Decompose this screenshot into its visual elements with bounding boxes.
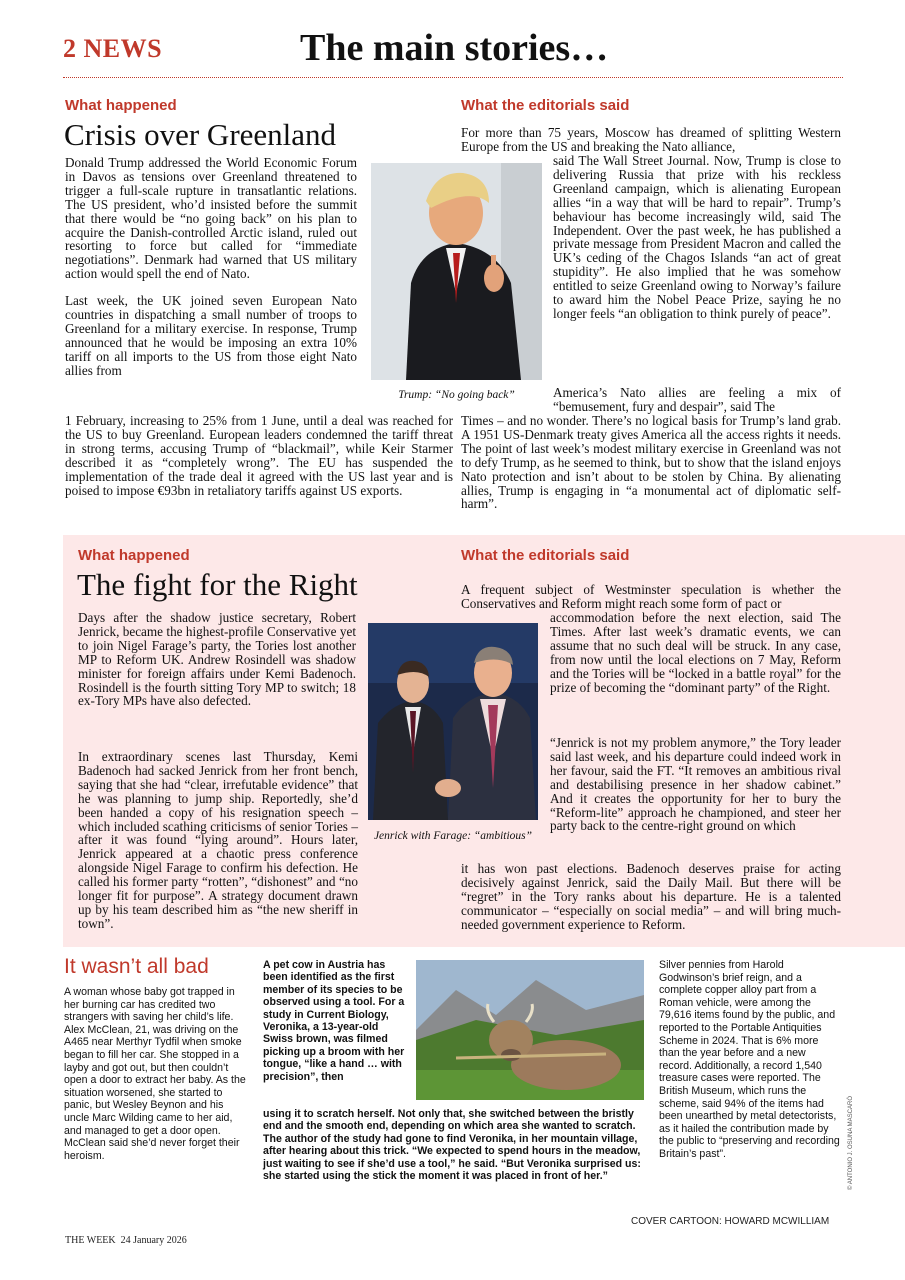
header-rule (63, 77, 843, 78)
good-news-column-1: A woman whose baby got trapped in her burning car has credited two strangers with saving her child’s life. Alex McClean, 21, was driving on the A465 near Merthyr Tydfil when smoke began to fill her car. She stopped in a layby and got out, but then couldn’t open a door to extract her baby. As the situation worsened, she started to panic, but Wesley Beynon and his uncle Marc Wilding came to her aid, and managed to get a door open. McClean said she’d never forget their heroism. (64, 986, 246, 1162)
photo-credit: © ANTONIO J. OSUNA MASCARÓ (848, 1096, 854, 1190)
right-editorial-2: it has won past elections. Badenoch deserves praise for acting decisively against Jenrick, said the Daily Mail. But there will be “regret” in the Tory ranks about his departure. He is a talented communicator – “especially on social media” – and will bring much-needed government experience to Reform. (461, 861, 841, 932)
good-news-column-2: using it to scratch herself. Not only that, she switched between the bristly end and the smooth end, depending on which area she wanted to scratch. The author of the study had gone to find Veronika, in her mountain village, after hearing about this trick. “We expected to spend hours in the meadow, just waiting to see if she’d use a tool,” he said. “But Veronika surprised us: she started using the stick the moment it was placed in front of her.” (263, 1108, 641, 1183)
trump-illustration (371, 163, 542, 380)
section-label: 2 NEWS (63, 34, 163, 63)
right-paragraph-1: Days after the shadow justice secretary, Robert Jenrick, became the highest-profile Conservative yet to join Nigel Farage’s party, the Tories lost another MP to Reform UK. Andrew Rosindell was shadow minister for foreign affairs under Kemi Badenoch. Rosindell is the fourth sitting Tory MP to switch; 18 ex-Tory MPs have also defected. (78, 610, 356, 709)
right-editorial-top: A frequent subject of Westminster speculation is whether the Conservatives and Reform might reach some form of pact or (461, 582, 841, 611)
good-news-title: It wasn’t all bad (64, 955, 209, 978)
page-title: The main stories… (300, 27, 609, 69)
trump-caption: Trump: “No going back” (398, 389, 515, 401)
right-label-happened: What happened (78, 547, 190, 564)
right-editorial-2-side: “Jenrick is not my problem anymore,” the Tory leader said last week, and his departure could indeed work in her favour, said the FT. “It removes an ambitious rival and destabilising presence in her shadow cabinet.” And it creates the opportunity for her to bury the “Reform-lite” approach he championed, and steer her party back to the centre-right ground on which (550, 735, 841, 834)
cow-photo (416, 960, 644, 1100)
greenland-editorial-side: said The Wall Street Journal. Now, Trump is close to delivering Russia that prize with his reckless Greenland campaign, which is alienating European allies “in a way that will be hard to repair”. Trump’s behaviour has become increasingly wild, said The Independent. Over the past week, he has published a private message from President Macron and called the UK’s ceding of the Chagos Islands “an act of great stupidity”. He also implied that he was somehow entitled to seize Greenland owing to Norway’s failure to award him the Nobel Peace Prize, saying he no longer feels “an obligation to think purely of peace”. (553, 153, 841, 321)
right-body (78, 611, 356, 721)
greenland-paragraph-2: Last week, the UK joined seven European Nato countries in dispatching a small number of troops to Greenland for a military exercise. In response, Trump announced that he would be imposing an extra 10% tariff on all imports to the US from those eight Nato allies from (65, 293, 357, 378)
trump-photo (371, 163, 542, 380)
cover-credit: COVER CARTOON: HOWARD MCWILLIAM (631, 1216, 830, 1227)
right-label-editorials: What the editorials said (461, 547, 630, 564)
greenland-paragraph-1: Donald Trump addressed the World Economic Forum in Davos as tensions over Greenland threatened to trigger a full-scale rupture in transatlantic relations. The US president, who’d insisted before the summit that there would be “no going back” on his plan to acquire the Danish-controlled Arctic island, ruled out resorting to force but called for “immediate negotiations”. Denmark had warned that US military action would spell the end of Nato. (65, 155, 357, 282)
greenland-label-happened: What happened (65, 97, 177, 114)
right-headline: The fight for the Right (77, 567, 358, 602)
greenland-headline: Crisis over Greenland (64, 117, 337, 152)
greenland-label-editorials: What the editorials said (461, 97, 630, 114)
footer: THE WEEK 24 January 2026 (65, 1235, 187, 1246)
right-editorial-side: accommodation before the next election, said The Times. After last week’s dramatic events, we can assume that no such deal will be struck. In any case, from now until the local elections on 7 May, Reform and the Tories will be “locked in a battle royal” for the prize of becoming the “dominant party” of the Right. (550, 610, 841, 695)
jenrick-farage-illustration (368, 623, 538, 820)
greenland-editorial-2-side: America’s Nato allies are feeling a mix of “bemusement, fury and despair”, said The (553, 385, 841, 414)
greenland-editorial-top: For more than 75 years, Moscow has dreamed of splitting Western Europe from the US and breaking the Nato alliance, (461, 125, 841, 154)
right-body-2: In extraordinary scenes last Thursday, Kemi Badenoch had sacked Jenrick from her front bench, saying that she had “clear, irrefutable evidence” that he was planning to jump ship. Reportedly, she’d been handed a copy of his resignation speech – which included scathing criticisms of senior Tories – after it was found “lying around”. Hours later, Jenrick appeared at a chaotic press conference alongside Nigel Farage to confirm his defection. He called his former party “rotten”, “dishonest” and “no longer fit for purpose”. A strategy document drawn up by his team described him as “the new sheriff in town”. (78, 749, 358, 931)
good-news-column-4: Silver pennies from Harold Godwinson’s brief reign, and a complete copper alloy part from a Roman vehicle, were among the 79,616 items found by the public, and reported to the Portable Antiquities Scheme in 2024. That is 6% more than the year before and a new record. Additionally, a record 1,540 treasure cases were reported. The British Museum, which runs the scheme, said 94% of the items had been unearthed by metal detectorists, as it hailed the contribution made by the public to “preserving and recording Britain’s past”. (659, 959, 840, 1160)
cow-illustration (416, 960, 644, 1100)
greenland-body (65, 156, 357, 391)
greenland-body-continued: 1 February, increasing to 25% from 1 June, until a deal was reached for the US to buy Greenland. European leaders condemned the tariff threat in strong terms, accusing Trump of “blackmail”, while Keir Starmer described it as “completely wrong”. The EU has suspended the implementation of the trade deal it agreed with the US last year and is poised to impose €93bn in retaliatory tariffs against US exports. (65, 413, 453, 498)
jenrick-farage-caption: Jenrick with Farage: “ambitious” (373, 830, 533, 842)
good-news-column-2-top: A pet cow in Austria has been identified as the first member of its species to be observed using a tool. For a study in Current Biology, Veronika, a 13-year-old Swiss brown, was filmed picking up a broom with her tongue, “like a hand … with precision”, then (263, 959, 405, 1083)
greenland-editorial-2: Times – and no wonder. There’s no logical basis for Trump’s land grab. A 1951 US-Denmark treaty gives America all the access rights it needs. The point of last week’s modest military exercise in Greenland was not to defy Trump, as he seemed to think, but to show that the island enjoys Nato protection and isn’t about to be stolen by China. By alienating allies, Trump is engaging in “a monumental act of diplomatic self-harm”. (461, 413, 841, 512)
jenrick-farage-photo (368, 623, 538, 820)
